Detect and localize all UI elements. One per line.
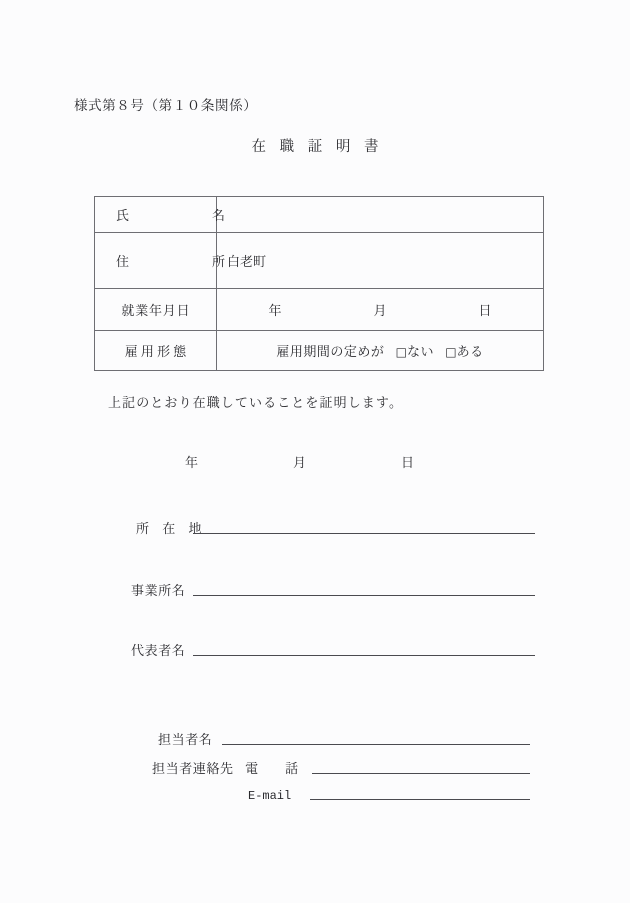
field-office-name-input-rule[interactable] — [193, 594, 535, 596]
employment-type-prefix: 雇用期間の定めが — [276, 344, 385, 359]
field-contact-person-input-rule[interactable] — [222, 743, 530, 745]
certification-statement: 上記のとおり在職していることを証明します。 — [108, 395, 404, 410]
field-office-name-label: 事業所名 — [131, 583, 186, 598]
checkbox-yes-label: ある — [456, 344, 484, 359]
label-name: 氏 名 — [95, 197, 217, 233]
employment-date-placeholder: 年 月 日 — [268, 303, 514, 318]
table-row-name — [95, 197, 544, 233]
field-location-input-rule[interactable] — [193, 532, 535, 534]
field-location-label: 所 在 地 — [136, 521, 207, 536]
contact-info-label: 担当者連絡先 — [152, 761, 234, 776]
field-contact-person — [158, 729, 530, 748]
label-employment-type: 雇用形態 — [95, 331, 217, 371]
field-contact-person-label: 担当者名 — [158, 732, 213, 747]
signature-date-line: 年 月 日 — [185, 455, 438, 470]
field-location — [131, 518, 535, 537]
checkbox-yes-icon[interactable]: □ — [445, 345, 457, 359]
value-address[interactable]: 白老町 — [217, 233, 544, 289]
field-representative-name-label: 代表者名 — [131, 643, 186, 658]
field-office-name — [131, 580, 535, 599]
field-contact-phone-input-rule[interactable] — [312, 772, 530, 774]
checkbox-no-icon[interactable]: □ — [395, 345, 407, 359]
field-contact-email-input-rule[interactable] — [310, 798, 530, 800]
checkbox-no-label: ない — [406, 344, 434, 359]
form-number: 様式第８号（第１０条関係） — [74, 98, 258, 113]
label-employment-date: 就業年月日 — [95, 289, 217, 331]
field-contact-email-label: E-mail — [248, 789, 292, 803]
employee-info-table — [94, 196, 544, 371]
field-contact-email — [248, 789, 530, 803]
field-contact-phone-label-group — [152, 758, 312, 777]
table-row-address — [95, 233, 544, 289]
value-employment-type — [217, 331, 544, 371]
field-contact-phone — [152, 758, 530, 777]
phone-label: 電 話 — [245, 761, 306, 776]
field-representative-name-input-rule[interactable] — [193, 654, 535, 656]
label-address: 住 所 — [95, 233, 217, 289]
page-title: 在 職 証 明 書 — [251, 139, 384, 155]
table-row-employment-type — [95, 331, 544, 371]
value-name[interactable] — [217, 197, 544, 233]
field-representative-name — [131, 640, 535, 659]
table-row-employment-date — [95, 289, 544, 331]
value-employment-date[interactable] — [217, 289, 544, 331]
